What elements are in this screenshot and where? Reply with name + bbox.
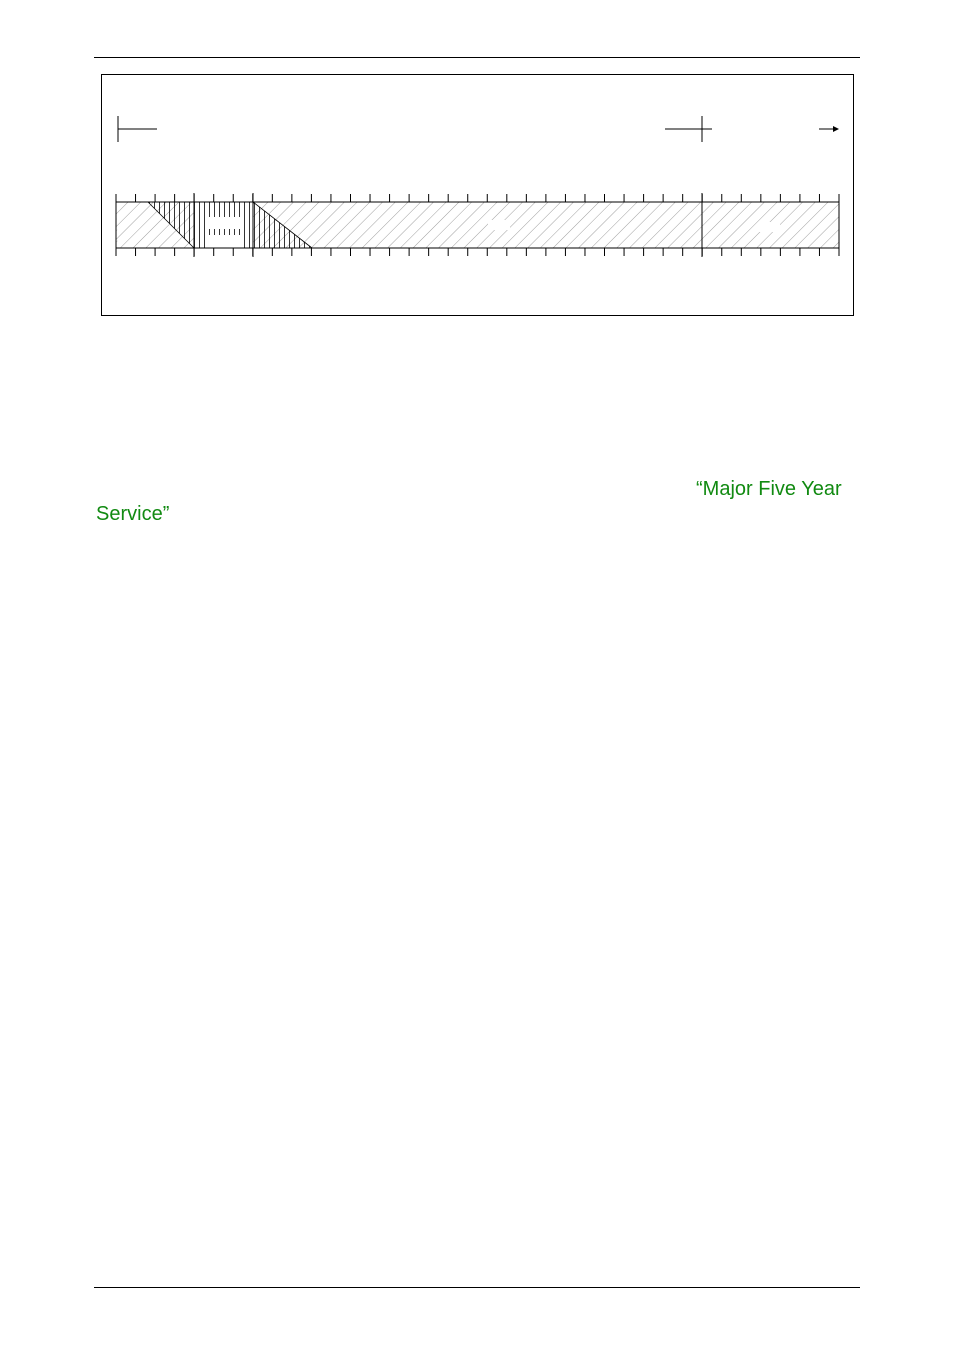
footer-rule xyxy=(94,1287,860,1288)
arrow-right-icon xyxy=(819,126,839,132)
timeline-figure xyxy=(101,74,854,316)
timeline-bar xyxy=(116,193,839,257)
header-rule xyxy=(94,57,860,58)
major-five-year-service-link-continued[interactable]: Service” xyxy=(96,503,170,525)
timeline-ticks-bottom xyxy=(116,248,839,256)
timeline-start-marker xyxy=(118,116,157,142)
timeline-diagram xyxy=(102,75,853,315)
major-five-year-service-link[interactable]: “Major Five Year xyxy=(696,478,842,500)
timeline-ticks-top xyxy=(116,194,839,202)
timeline-mid-marker xyxy=(665,116,712,142)
